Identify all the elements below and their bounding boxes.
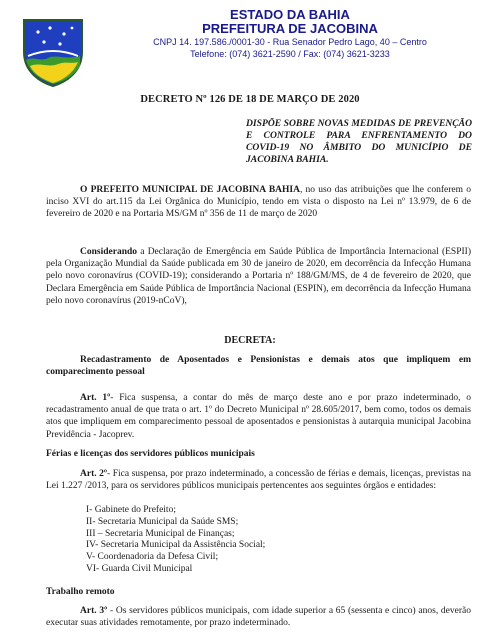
decreta-heading: DECRETA: [224, 335, 276, 346]
remoto-heading: Trabalho remoto [46, 587, 115, 597]
list-item: III – Secretaria Municipal de Finanças; [86, 528, 235, 539]
considerando-label: Considerando [80, 247, 138, 257]
list-item: II- Secretaria Municipal da Saúde SMS; [86, 516, 239, 527]
decree-title: DECRETO Nº 126 DE 18 DE MARÇO DE 2020 [140, 94, 360, 105]
list-item: VI- Guarda Civil Municipal [86, 563, 193, 574]
article-1-label: Art. 1º [80, 393, 111, 403]
state-name: ESTADO DA BAHIA [230, 7, 350, 22]
list-item: IV- Secretaria Municipal da Assistência Social; [86, 540, 266, 551]
article-2-text: - Fica suspensa, por prazo indeterminado, a concessão de férias e demais, licenças, previstas na Lei 1.227 /2013, para os servidores públicos municipais pertencentes aos seguintes órgãos e entidades: [46, 469, 471, 492]
orgaos-list [86, 505, 386, 576]
list-item: V- Coordenadoria da Defesa Civil; [86, 552, 219, 563]
recadastramento-heading: Recadastramento de Aposentados e Pensionistas e demais atos que impliquem em comparecimento pessoal [46, 355, 471, 378]
considerando-text: a Declaração de Emergência em Saúde Pública de Importância Internacional (ESPII) pela Organização Mundial da Saúde publicada em 30 de janeiro de 2020, em decorrência da Infecção Humana pelo novo coronavírus (COVID-19); considerando a Portaria nº 188/GM/MS, de 4 de fevereiro de 2020, que Declara Emergência em Saúde Pública de Importância Nacional (ESPIN), em decorrência da Infecção Humana pelo novo coronavírus (2019-nCoV), [46, 247, 471, 306]
article-3-text: - Os servidores públicos municipais, com idade superior a 65 (sessenta e cinco) anos, deverão executar suas atividades remotamente, por prazo indeterminado. [46, 606, 471, 629]
preamble-text: , no uso das atribuições que lhe conferem o inciso XVI do art.115 da Lei Orgânica do Município, tendo em vista o disposto na Lei nº 13.979, de 6 de fevereiro de 2020 e na Portaria MS/GM nº 356 de 11 de março de 2020 [46, 185, 471, 220]
letterhead [100, 6, 480, 60]
considerando-paragraph [46, 246, 471, 307]
phone-line: Telefone: (074) 3621-2590 / Fax: (074) 3621-3233 [190, 49, 390, 59]
decree-ementa: DISPÕE SOBRE NOVAS MEDIDAS DE PREVENÇÃO E CONTROLE PARA ENFRENTAMENTO DO COVID-19 NO ÂMBITO DO MUNICÍPIO DE JACOBINA BAHIA. [246, 118, 472, 165]
article-3 [46, 605, 471, 629]
article-1 [46, 392, 471, 441]
coat-of-arms-icon [20, 16, 86, 88]
preamble-paragraph [46, 184, 471, 221]
article-3-label: Art. 3º [80, 606, 108, 616]
address-line: CNPJ 14. 197.586./0001-30 - Rua Senador Pedro Lago, 40 – Centro [153, 37, 427, 47]
ferias-heading: Férias e licenças dos servidores públicos municipais [46, 449, 255, 459]
article-2-label: Art. 2º [80, 469, 108, 479]
list-item: I- Gabinete do Prefeito; [86, 505, 176, 515]
preamble-author: O PREFEITO MUNICIPAL DE JACOBINA BAHIA [80, 185, 300, 195]
article-2 [46, 468, 471, 492]
prefecture-name: PREFEITURA DE JACOBINA [202, 21, 378, 36]
article-1-text: - Fica suspensa, a contar do mês de março deste ano e por prazo indeterminado, o recadastramento anual de que trata o art. 1º do Decreto Municipal nº 28.605/2017, bem como, todos os demais atos que impliquem em comparecimento pessoal de aposentados e pensionistas à autarquia municipal Jacobina Previdência - Jacoprev. [46, 393, 471, 440]
